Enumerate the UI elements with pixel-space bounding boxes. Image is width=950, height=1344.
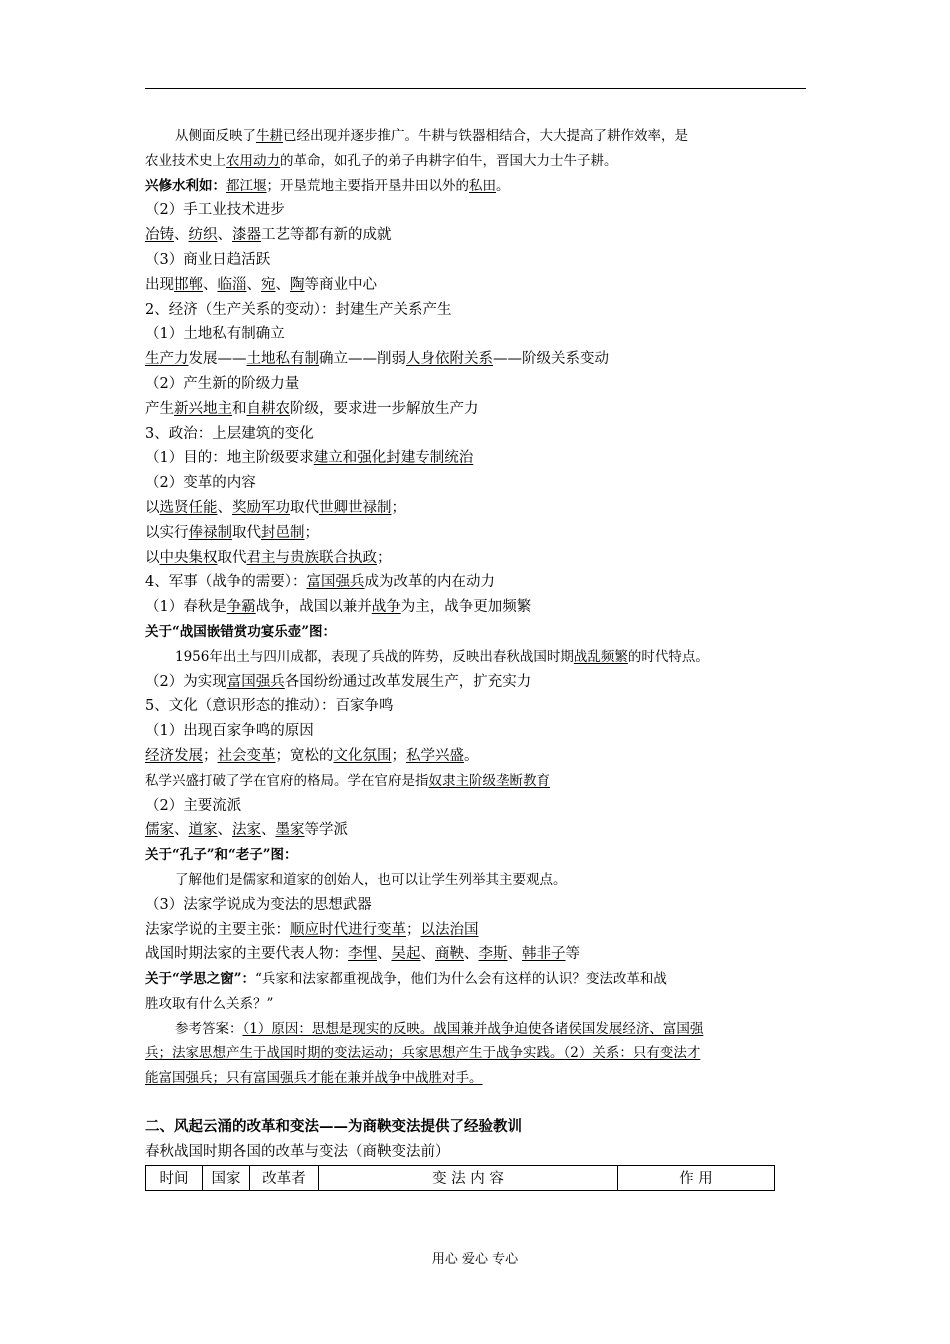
subsection-heading: （3）法家学说成为变法的思想武器 <box>145 896 372 913</box>
table-header-cell: 国家 <box>203 1165 250 1190</box>
table-header-cell: 作 用 <box>618 1165 775 1190</box>
paragraph-line: 兵；法家思想产生于战国时期的变法运动；兵家思想产生于战争实践。（2）关系：只有变法才 <box>145 1045 701 1062</box>
paragraph-line: 农业技术史上农用动力的革命，如孔子的弟子冉耕字伯牛，晋国大力士牛子耕。 <box>145 152 618 169</box>
paragraph-line: 儒家、道家、法家、墨家等学派 <box>145 822 348 839</box>
paragraph-line: 私学兴盛打破了学在官府的格局。学在官府是指奴隶主阶级垄断教育 <box>145 772 550 789</box>
paragraph-line: 1956年出土与四川成都，表现了兵战的阵势，反映出春秋战国时期战乱频繁的时代特点。 <box>175 648 709 665</box>
subsection-heading: （2）变革的内容 <box>145 475 256 492</box>
paragraph-line: 经济发展；社会变革；宽松的文化氛围；私学兴盛。 <box>145 747 479 764</box>
table-header-cell: 改革者 <box>250 1165 319 1190</box>
table-header-cell: 变 法 内 容 <box>319 1165 618 1190</box>
subsection-heading: （2）产生新的阶级力量 <box>145 375 300 392</box>
chapter-heading: 二、风起云涌的改革和变法——为商鞅变法提供了经验教训 <box>145 1118 522 1136</box>
paragraph-line: 参考答案：（1）原因：思想是现实的反映。战国兼并战争迫使各诸侯国发展经济、富国强 <box>175 1020 704 1037</box>
subsection-heading: （1）出现百家争鸣的原因 <box>145 723 314 740</box>
paragraph-line: 出现邯郸、临淄、宛、陶等商业中心 <box>145 276 377 293</box>
subsection-heading: （3）商业日趋活跃 <box>145 251 271 268</box>
reform-table <box>145 1165 775 1191</box>
paragraph-line: 战国时期法家的主要代表人物：李悝、吴起、商鞅、李斯、韩非子等 <box>145 946 580 963</box>
subsection-heading: （2）主要流派 <box>145 797 242 814</box>
section-heading: 3、政治：上层建筑的变化 <box>145 425 314 442</box>
paragraph-line: 以实行俸禄制取代封邑制； <box>145 524 319 541</box>
paragraph-line: 生产力发展——土地私有制确立——削弱人身依附关系——阶级关系变动 <box>145 351 609 368</box>
subsection-heading: （1）土地私有制确立 <box>145 326 285 343</box>
table-header-cell: 时间 <box>146 1165 203 1190</box>
paragraph-line: 从侧面反映了牛耕已经出现并逐步推广。牛耕与铁器相结合，大大提高了耕作效率，是 <box>175 128 688 144</box>
subsection-heading: （2）手工业技术进步 <box>145 202 285 219</box>
section-heading: 2、经济（生产关系的变动）：封建生产关系产生 <box>145 301 452 318</box>
table-caption: 春秋战国时期各国的改革与变法（商鞅变法前） <box>145 1143 450 1160</box>
paragraph-line: 冶铸、纺织、漆器工艺等都有新的成就 <box>145 227 392 244</box>
header-rule <box>145 88 806 89</box>
section-heading: 5、文化（意识形态的推动）：百家争鸣 <box>145 698 394 715</box>
page-footer: 用心 爱心 专心 <box>431 1252 519 1267</box>
paragraph-line: 以选贤任能、奖励军功取代世卿世禄制； <box>145 499 406 516</box>
paragraph-line: （2）为实现富国强兵各国纷纷通过改革发展生产，扩充实力 <box>145 673 532 690</box>
figure-note-heading: 关于“战国嵌错赏功宴乐壶”图： <box>145 623 337 640</box>
paragraph-line: （1）目的：地主阶级要求建立和强化封建专制统治 <box>145 450 474 467</box>
paragraph-line: 关于“学思之窗”：“兵家和法家都重视战争，他们为什么会有这样的认识？变法改革和战 <box>145 971 667 988</box>
paragraph-line: 产生新兴地主和自耕农阶级，要求进一步解放生产力 <box>145 400 479 417</box>
section-heading: 4、军事（战争的需要）：富国强兵成为改革的内在动力 <box>145 574 495 591</box>
paragraph-line: （1）春秋是争霸战争，战国以兼并战争为主，战争更加频繁 <box>145 599 532 616</box>
paragraph-line: 了解他们是儒家和道家的创始人，也可以让学生列举其主要观点。 <box>175 871 567 888</box>
document-body <box>145 124 813 1191</box>
paragraph-line: 胜攻取有什么关系？” <box>145 995 274 1012</box>
paragraph-line: 兴修水利如：都江堰；开垦荒地主要指开垦井田以外的私田。 <box>145 177 510 194</box>
paragraph-line: 法家学说的主要主张：顺应时代进行变革；以法治国 <box>145 921 479 938</box>
figure-note-heading: 关于“孔子”和“老子”图： <box>145 847 298 864</box>
table-header-row <box>146 1165 775 1190</box>
paragraph-line: 能富国强兵；只有富国强兵才能在兼并战争中战胜对手。 <box>145 1070 483 1087</box>
paragraph-line: 以中央集权取代君主与贵族联合执政； <box>145 549 392 566</box>
